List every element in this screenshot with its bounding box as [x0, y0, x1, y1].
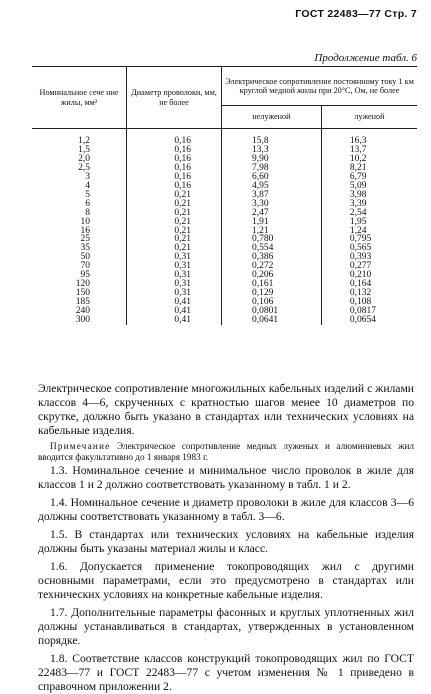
cell-resistance-tinned: 3,39 [349, 198, 367, 209]
table-row [32, 316, 417, 325]
cell-resistance-tinned: 8,21 [349, 162, 367, 173]
text-body [38, 382, 414, 694]
cell-resistance-tinned: 0,132 [349, 288, 372, 299]
cell-cross-section: 35 [32, 244, 127, 253]
cell-diameter: 0,21 [127, 191, 222, 200]
cell-cross-section: 4 [32, 182, 127, 191]
cell-diameter: 0,16 [127, 155, 222, 164]
header-tinned: луженой [354, 112, 385, 122]
cell-resistance-tinned: 0,393 [349, 252, 372, 263]
paragraph-1-6: 1.6. Допускается применение токопроводящих жил с другими основными параметрами, если это предусмотрено в стандартах или технических условиях на конкретные кабельные изделия. [38, 560, 414, 601]
paragraph-1-3: 1.3. Номинальное сечение и минимальное число проволок в жиле для классов 1 и 2 должно соответствовать указанному в табл. 1 и 2. [38, 464, 414, 491]
cell-diameter: 0,31 [127, 253, 222, 262]
cell-cross-section: 6 [32, 200, 127, 209]
cell-resistance-untinned: 0,386 [222, 253, 322, 262]
cell-resistance-untinned: 1,21 [222, 227, 322, 236]
cell-resistance-untinned: 3,30 [222, 200, 322, 209]
cell-resistance-tinned: 5,09 [349, 180, 367, 191]
cell-cross-section: 185 [32, 298, 127, 307]
page-header: ГОСТ 22483—77 Стр. 7 [295, 8, 417, 20]
cell-diameter: 0,16 [127, 173, 222, 182]
cell-resistance-tinned: 10,2 [349, 153, 367, 164]
table-continuation-label: Продолжение табл. 6 [314, 52, 417, 64]
cell-resistance-untinned: 0,554 [222, 244, 322, 253]
cell-resistance-untinned: 7,98 [222, 164, 322, 173]
cell-diameter: 0,21 [127, 218, 222, 227]
cell-resistance-tinned: 0,0654 [349, 315, 377, 326]
paragraph-1-7: 1.7. Дополнительные параметры фасонных и круглых уплотненных жил должны устанавливаться в стандартах, утвержденных в установленном порядке. [38, 606, 414, 647]
cell-resistance-untinned: 0,129 [222, 289, 322, 298]
cell-cross-section: 8 [32, 209, 127, 218]
table-row [32, 129, 417, 146]
cell-diameter: 0,21 [127, 244, 222, 253]
cell-diameter: 0,16 [127, 182, 222, 191]
header-cross-section: Номинальное сече ние жилы, мм² [32, 67, 127, 129]
cell-resistance-untinned: 0,780 [222, 235, 322, 244]
cell-cross-section: 120 [32, 280, 127, 289]
cell-resistance-untinned: 0,206 [222, 271, 322, 280]
cell-cross-section: 2,5 [32, 164, 127, 173]
cell-cross-section: 16 [32, 227, 127, 236]
cell-resistance-untinned: 4,95 [222, 182, 322, 191]
cell-resistance-untinned: 9,90 [222, 155, 322, 164]
cell-cross-section: 95 [32, 271, 127, 280]
note-label: Примечание [50, 441, 111, 451]
cell-diameter: 0,31 [127, 262, 222, 271]
cell-diameter: 0,41 [127, 316, 222, 325]
cell-resistance-untinned: 0,0801 [222, 307, 322, 316]
cell-resistance-tinned: 13,7 [349, 144, 367, 155]
cell-resistance-tinned: 0,164 [349, 279, 372, 290]
cell-resistance-tinned: 0,565 [349, 243, 372, 254]
paragraph-1-4: 1.4. Номинальное сечение и диаметр проволоки в жиле для классов 3—6 должны соответствовать указанному в табл. 3—6. [38, 496, 414, 523]
cell-diameter: 0,41 [127, 307, 222, 316]
cell-diameter: 0,31 [127, 271, 222, 280]
cell-resistance-tinned: 0,210 [349, 270, 372, 281]
cell-diameter: 0,16 [127, 164, 222, 173]
cell-resistance-tinned: 1,24 [349, 225, 367, 236]
cell-cross-section: 300 [32, 316, 127, 325]
cell-resistance-tinned: 6,79 [349, 171, 367, 182]
cell-diameter: 0,21 [127, 200, 222, 209]
cell-resistance-untinned: 13,3 [222, 146, 322, 155]
note-text: Электрическое сопротивление медных луженых и алюминиевых жил вводится факультативно до 1 января 1983 г. [38, 441, 415, 462]
header-resistance: Электрическое сопротивление постоянному току 1 км круглой медной жилы при 20°С, Ом, не более [222, 67, 418, 106]
header-wire-diameter: Диаметр проволоки, мм, не более [127, 67, 222, 129]
cell-cross-section: 10 [32, 218, 127, 227]
cell-diameter: 0,21 [127, 227, 222, 236]
cell-cross-section: 25 [32, 235, 127, 244]
cell-cross-section: 5 [32, 191, 127, 200]
cell-cross-section: 70 [32, 262, 127, 271]
cell-resistance-untinned: 1,91 [222, 218, 322, 227]
conductor-table [32, 66, 417, 325]
cell-resistance-untinned: 15,8 [222, 129, 322, 146]
paragraph-1-5: 1.5. В стандартах или технических условиях на кабельные изделия должны быть указаны материал жилы и класс. [38, 528, 414, 555]
cell-cross-section: 2,0 [32, 155, 127, 164]
header-untinned: нелуженой [222, 106, 322, 129]
cell-diameter: 0,31 [127, 289, 222, 298]
cell-resistance-untinned: 3,87 [222, 191, 322, 200]
paragraph-resistance: Электрическое сопротивление многожильных кабельных изделий с жилами классов 4—6, скрученных с кратностью шагов менее 10 диаметров по скрутке, должно быть указано в стандартах или технических условиях на кабельные изделия. [38, 382, 414, 437]
cell-resistance-untinned: 6,60 [222, 173, 322, 182]
cell-resistance-tinned: 0,795 [349, 234, 372, 245]
cell-cross-section: 240 [32, 307, 127, 316]
cell-resistance-tinned: 0,277 [349, 261, 372, 272]
cell-resistance-tinned: 16,3 [321, 129, 417, 146]
cell-diameter: 0,16 [127, 146, 222, 155]
cell-resistance-untinned: 0,161 [222, 280, 322, 289]
cell-diameter: 0,21 [127, 235, 222, 244]
cell-resistance-tinned: 0,0817 [349, 306, 377, 317]
cell-resistance-tinned: 1,95 [349, 216, 367, 227]
cell-resistance-untinned: 0,272 [222, 262, 322, 271]
cell-cross-section: 50 [32, 253, 127, 262]
cell-cross-section: 3 [32, 173, 127, 182]
cell-resistance-untinned: 2,47 [222, 209, 322, 218]
cell-resistance-untinned: 0,106 [222, 298, 322, 307]
cell-cross-section: 1,2 [32, 129, 127, 146]
cell-diameter: 0,31 [127, 280, 222, 289]
cell-cross-section: 150 [32, 289, 127, 298]
cell-cross-section: 1,5 [32, 146, 127, 155]
cell-diameter: 0,16 [127, 129, 222, 146]
note [38, 441, 414, 463]
cell-resistance-tinned: 0,108 [349, 297, 372, 308]
cell-diameter: 0,41 [127, 298, 222, 307]
cell-resistance-tinned: 2,54 [349, 207, 367, 218]
cell-resistance-untinned: 0,0641 [222, 316, 322, 325]
paragraph-1-8: 1.8. Соответствие классов конструкций токопроводящих жил по ГОСТ 22483—77 и ГОСТ 22483—77 с учетом изменения № 1 приведено в справочном приложении 2. [38, 652, 414, 693]
cell-resistance-tinned: 3,98 [349, 189, 367, 200]
cell-diameter: 0,21 [127, 209, 222, 218]
